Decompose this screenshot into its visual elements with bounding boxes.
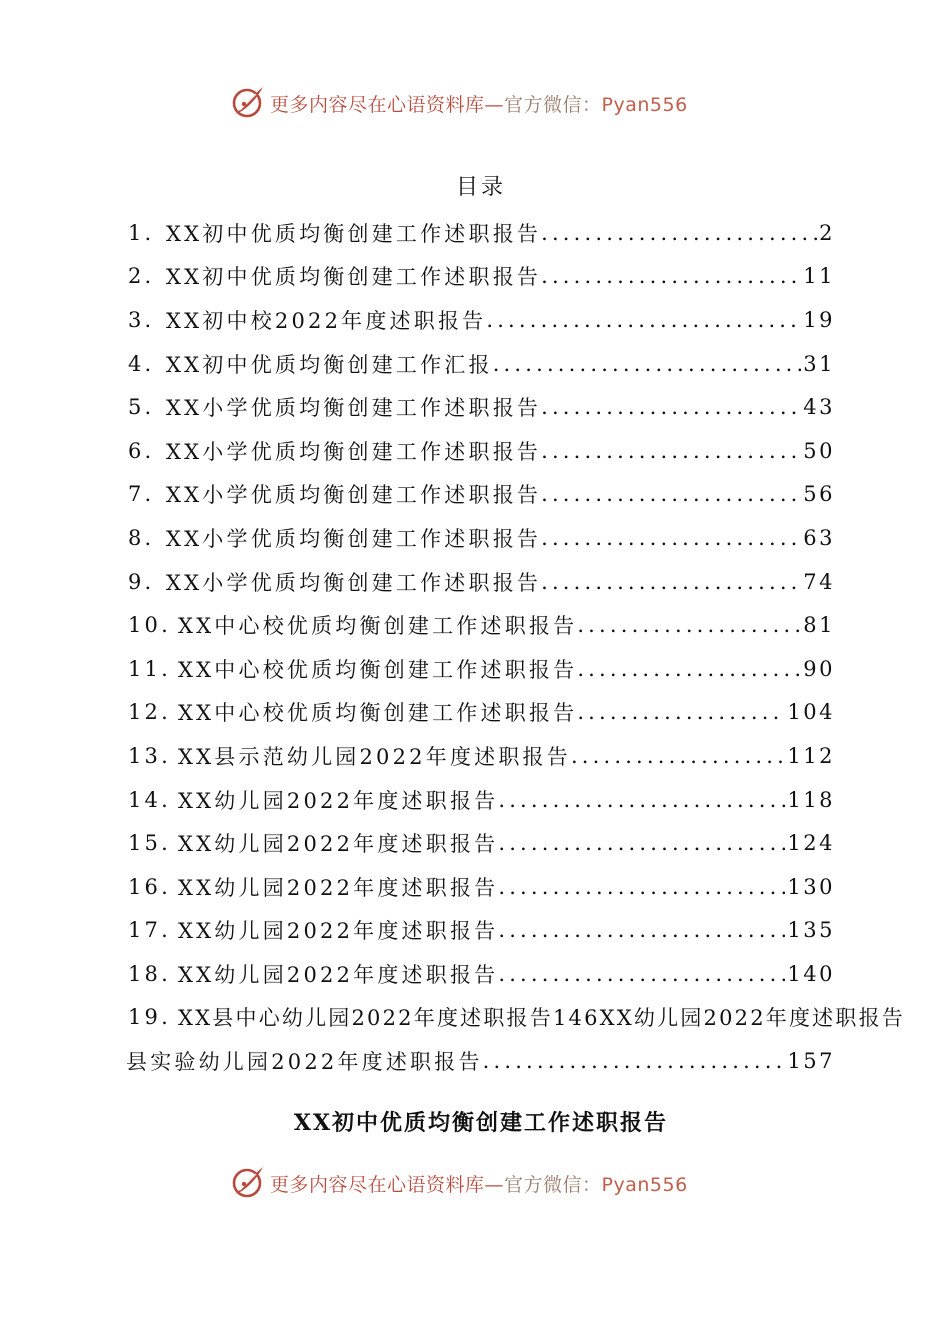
toc-entry-page: 31: [803, 351, 835, 376]
toc-entry-title: XX中心校优质均衡创建工作述职报告: [178, 701, 578, 726]
toc-entry-page: 19: [803, 307, 835, 332]
toc-entry-10[interactable]: [128, 603, 833, 647]
toc-entry-page: 43: [803, 395, 835, 420]
toc-entry-page: 124: [787, 831, 835, 856]
toc-entry-title: XX小学优质均衡创建工作述职报告: [166, 396, 542, 421]
toc-dot-leader: [541, 395, 801, 419]
toc-entry-19-continued[interactable]: [126, 1039, 833, 1083]
toc-entry-number: 10.: [128, 613, 171, 638]
toc-entry-title: XX初中优质均衡创建工作述职报告: [166, 265, 542, 290]
toc-entry-14[interactable]: [128, 778, 833, 822]
toc-entry-number: 6.: [128, 438, 155, 463]
toc-entry-page: 118: [787, 787, 835, 812]
toc-entry-number: 16.: [128, 874, 171, 899]
watermark-banner-bottom: [0, 1162, 950, 1202]
toc-dot-leader: [541, 482, 801, 506]
toc-entry-number: 3.: [128, 307, 155, 332]
toc-dot-leader: [498, 918, 785, 942]
toc-entry-number: 2.: [128, 264, 155, 289]
toc-entry-number: 9.: [128, 569, 155, 594]
toc-entry-17[interactable]: [128, 909, 833, 953]
toc-dot-leader: [541, 570, 801, 594]
toc-dot-leader: [498, 875, 785, 899]
toc-dot-leader: [541, 221, 817, 245]
toc-entry-12[interactable]: [128, 691, 833, 735]
toc-dot-leader: [541, 526, 801, 550]
toc-entry-number: 4.: [128, 351, 155, 376]
toc-entry-number: 15.: [128, 831, 171, 856]
toc-entry-title: XX初中优质均衡创建工作述职报告: [166, 221, 542, 246]
toc-entry-title: XX初中优质均衡创建工作汇报: [166, 352, 493, 377]
toc-dot-leader: [541, 439, 801, 463]
banner-contact-label: 官方微信：: [504, 94, 602, 116]
toc-entry-8[interactable]: [128, 516, 833, 560]
toc-entry-title: XX县中心幼儿园2022年度述职报告146XX幼儿园2022年度述职报告: [178, 1006, 905, 1031]
toc-entry-title: XX县示范幼儿园2022年度述职报告: [178, 744, 571, 769]
toc-entry-title: 县实验幼儿园2022年度述职报告: [126, 1050, 483, 1075]
toc-entry-number: 19.: [128, 1005, 171, 1030]
toc-entry-number: 11.: [128, 656, 171, 681]
toc-entry-1[interactable]: [128, 211, 833, 255]
toc-entry-page: 112: [787, 743, 835, 768]
banner-title: 更多内容尽在心语资料库: [270, 94, 485, 116]
quill-pen-logo-icon: [230, 84, 266, 120]
toc-entry-page: 81: [803, 613, 835, 638]
banner-dash: —: [484, 94, 505, 116]
toc-dot-leader: [486, 308, 801, 332]
banner-text: [270, 90, 688, 117]
banner-dash: —: [484, 1174, 505, 1196]
toc-heading: 目录: [455, 175, 506, 200]
toc-dot-leader: [541, 264, 801, 288]
banner-contact-id: Pyan556: [601, 94, 688, 116]
toc-entry-2[interactable]: [128, 255, 833, 299]
toc-entry-16[interactable]: [128, 865, 833, 909]
toc-dot-leader: [493, 352, 802, 376]
banner-text: [270, 1170, 688, 1197]
toc-entry-page: 90: [803, 656, 835, 681]
toc-dot-leader: [577, 613, 801, 637]
toc-entry-13[interactable]: [128, 734, 833, 778]
watermark-banner-top: [0, 82, 950, 122]
toc-entry-number: 17.: [128, 918, 171, 943]
toc-entry-4[interactable]: [128, 342, 833, 386]
toc-entry-page: 104: [787, 700, 835, 725]
toc-entry-title: XX小学优质均衡创建工作述职报告: [166, 526, 542, 551]
toc-entry-title: XX中心校优质均衡创建工作述职报告: [178, 614, 578, 639]
toc-entry-number: 1.: [128, 220, 155, 245]
toc-entry-6[interactable]: [128, 429, 833, 473]
toc-entry-title: XX幼儿园2022年度述职报告: [178, 832, 499, 857]
section-title: XX初中优质均衡创建工作述职报告: [293, 1110, 669, 1136]
toc-entry-page: 135: [787, 918, 835, 943]
toc-entry-title: XX小学优质均衡创建工作述职报告: [166, 483, 542, 508]
banner-contact-label: 官方微信：: [504, 1174, 602, 1196]
toc-entry-page: 140: [787, 961, 835, 986]
toc-entry-3[interactable]: [128, 298, 833, 342]
toc-entry-9[interactable]: [128, 560, 833, 604]
toc-entry-page: 63: [803, 525, 835, 550]
toc-dot-leader: [571, 744, 785, 768]
toc-entry-page: 11: [803, 264, 835, 289]
toc-entry-title: XX小学优质均衡创建工作述职报告: [166, 570, 542, 595]
toc-entry-page: 50: [803, 438, 835, 463]
toc-entry-page: 157: [787, 1049, 835, 1074]
toc-dot-leader: [483, 1049, 786, 1073]
toc-dot-leader: [577, 657, 801, 681]
toc-entry-number: 5.: [128, 395, 155, 420]
toc-dot-leader: [577, 700, 785, 724]
toc-entry-15[interactable]: [128, 821, 833, 865]
toc-entry-5[interactable]: [128, 385, 833, 429]
toc-entry-title: XX幼儿园2022年度述职报告: [178, 875, 499, 900]
toc-dot-leader: [498, 962, 785, 986]
toc-entry-page: 2: [819, 220, 835, 245]
toc-entry-title: XX幼儿园2022年度述职报告: [178, 788, 499, 813]
toc-entry-18[interactable]: [128, 952, 833, 996]
toc-entry-title: XX初中校2022年度述职报告: [166, 308, 487, 333]
toc-entry-page: 74: [803, 569, 835, 594]
banner-title: 更多内容尽在心语资料库: [270, 1174, 485, 1196]
toc-entry-number: 7.: [128, 482, 155, 507]
banner-contact-id: Pyan556: [601, 1174, 688, 1196]
toc-entry-page: 56: [803, 482, 835, 507]
toc-entry-title: XX幼儿园2022年度述职报告: [178, 962, 499, 987]
toc-entry-number: 13.: [128, 743, 171, 768]
toc-entry-title: XX中心校优质均衡创建工作述职报告: [178, 657, 578, 682]
toc-entry-number: 18.: [128, 961, 171, 986]
toc-entry-number: 14.: [128, 787, 171, 812]
quill-pen-logo-icon: [230, 1164, 266, 1200]
toc-entry-7[interactable]: [128, 473, 833, 517]
toc-entry-title: XX小学优质均衡创建工作述职报告: [166, 439, 542, 464]
toc-dot-leader: [498, 788, 785, 812]
toc-entry-11[interactable]: [128, 647, 833, 691]
toc-dot-leader: [498, 831, 785, 855]
toc-entry-19[interactable]: [128, 996, 948, 1040]
table-of-contents: [126, 211, 905, 1083]
toc-entry-number: 8.: [128, 525, 155, 550]
toc-entry-number: 12.: [128, 700, 171, 725]
toc-entry-page: 130: [787, 874, 835, 899]
toc-entry-title: XX幼儿园2022年度述职报告: [178, 919, 499, 944]
